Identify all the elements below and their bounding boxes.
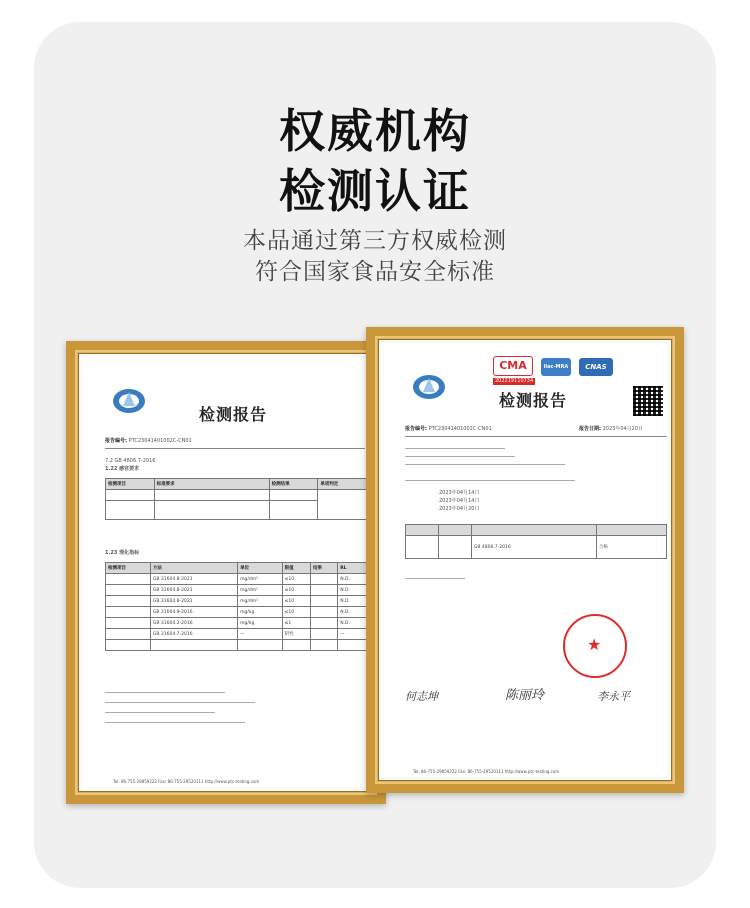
section-physchem: 1.23 理化指标	[105, 550, 140, 556]
report-title: 检测报告	[199, 405, 268, 424]
lab-logo-icon	[111, 386, 147, 416]
subtitle-line-2: 符合国家食品安全标准	[255, 259, 495, 285]
sample-date-3: 2023年04月20日	[439, 506, 480, 512]
right-report-document: CMA 202219110734 ilac-MRA CNAS 检测报告 报告编号: PTC23041401002C-CN01 报告日期: 2023年04月20日 2023年04月14日 2023年04月14日 2023年04月20日 GB 4806.7-2016 合格 ★ 何志坤 陈丽玲 李永平 Tel: 86-755-29859222 Fax: 86-755-29520111 http://www.ptc-testing.com	[383, 344, 667, 776]
cma-logo: CMA	[493, 356, 533, 376]
section-sensory: 1.22 感官要求	[105, 466, 140, 472]
signature-3: 李永平	[597, 690, 630, 703]
ilac-logo: ilac-MRA	[541, 358, 571, 376]
signature-2: 陈丽玲	[505, 688, 545, 703]
report-title: 检测报告	[499, 391, 568, 410]
sample-date-2: 2023年04月14日	[439, 498, 480, 504]
results-table: GB 4806.7-2016 合格	[405, 524, 667, 559]
left-report-document: 检测报告 报告编号: PTC23041401002C-CN01 7.2 GB 4806.7-2016 1.22 感官要求 检测项目 标准要求 检测结果 单项判定 1.23 理化指标 检测项目 方法 单位 限值 结果 RL GB 31604.8-2021 mg/dm² ≤10 N.D. GB 31604.8-2021 mg/dm² ≤10 N.D. GB 31604.8-2021 mg/dm² ≤10 N.D. GB 31604.9-2016 mg/kg ≤10 N.D. GB 31604.2-2016 mg/kg ≤1 N.D. GB 31604.7-2016 — 阴性 — Tel: 86-755-29859222 Fax: 86-755-29520111 http://www.ptc-testing.com	[83, 358, 369, 787]
lab-logo-icon	[411, 372, 447, 402]
title-line-2: 检测认证	[279, 164, 471, 218]
cma-number: 202219110734	[495, 378, 534, 384]
cnas-logo: CNAS	[579, 358, 613, 376]
report-date: 2023年04月20日	[602, 426, 644, 432]
official-seal	[563, 614, 627, 678]
sensory-table: 检测项目 标准要求 检测结果 单项判定	[105, 478, 367, 520]
footer-contact: Tel: 86-755-29859222 Fax: 86-755-29520111 http://www.ptc-testing.com	[413, 769, 560, 774]
qr-code-icon	[633, 386, 663, 416]
physchem-table: 检测项目 方法 单位 限值 结果 RL GB 31604.8-2021 mg/dm² ≤10 N.D. GB 31604.8-2021 mg/dm² ≤10 N.D. GB 31604.8-2021 mg/dm² ≤10 N.D. GB 31604.9-2016 mg/kg ≤10 N.D. GB 31604.2-2016 mg/kg ≤1 N.D. GB 31604.7-2016 — 阴性 —	[105, 562, 367, 651]
subtitle-line-1: 本品通过第三方权威检测	[243, 228, 507, 254]
star-icon: ★	[587, 635, 602, 654]
report-number: PTC23041401002C-CN01	[128, 438, 192, 444]
report-number: PTC23041401002C-CN01	[428, 426, 492, 432]
right-certificate-frame	[366, 327, 684, 793]
standard-line: 7.2 GB 4806.7-2016	[105, 458, 156, 464]
sample-date-1: 2023年04月14日	[439, 490, 480, 496]
signature-1: 何志坤	[405, 690, 438, 703]
title-line-1: 权威机构	[279, 104, 471, 158]
footer-contact: Tel: 86-755-29859222 Fax: 86-755-29520111 http://www.ptc-testing.com	[113, 779, 260, 784]
left-certificate-frame	[66, 341, 386, 804]
